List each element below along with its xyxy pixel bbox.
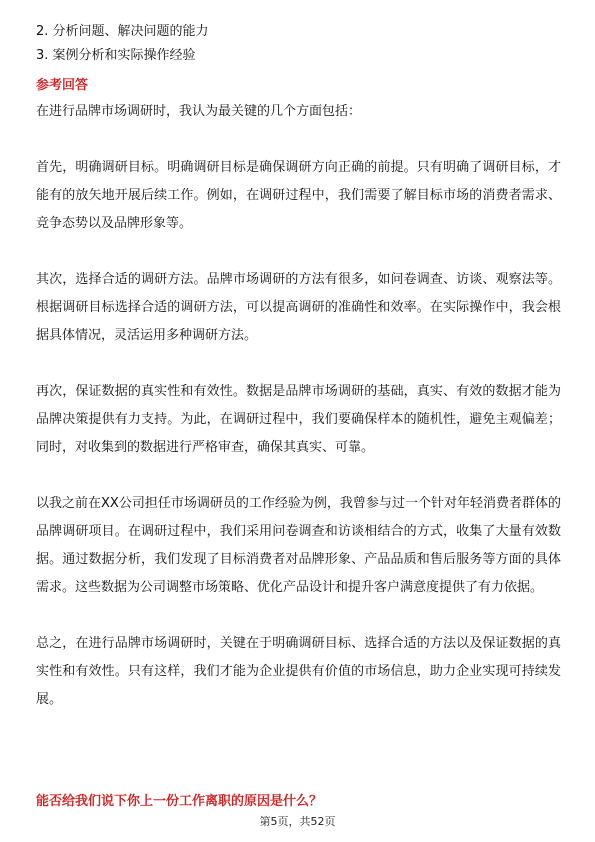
answer-paragraph-goal: 首先，明确调研目标。明确调研目标是确保调研方向正确的前提。只有明确了调研目标，才能有的放矢地开展后续工作。例如，在调研过程中，我们需要了解目标市场的消费者需求、竞争态势以及品牌形象等。 — [36, 160, 561, 231]
answer-paragraph-summary: 总之，在进行品牌市场调研时，关键在于明确调研目标、选择合适的方法以及保证数据的真实性和有效性。只有这样，我们才能为企业提供有价值的市场信息，助力企业实现可持续发展。 — [36, 636, 561, 707]
answer-paragraph-data: 再次，保证数据的真实性和有效性。数据是品牌市场调研的基础，真实、有效的数据才能为品牌决策提供有力支持。为此，在调研过程中，我们要确保样本的随机性，避免主观偏差；同时，对收集到的数据进行严格审查，确保其真实、可靠。 — [36, 384, 561, 455]
list-item-3: 3. 案例分析和实际操作经验 — [36, 48, 196, 63]
page-number: 第5页，共52页 — [259, 815, 336, 828]
answer-heading: 参考回答 — [36, 78, 89, 93]
next-question-heading: 能否给我们说下你上一份工作离职的原因是什么？ — [36, 794, 323, 809]
document-body — [36, 20, 561, 742]
list-item-2: 2. 分析问题、解决问题的能力 — [36, 24, 209, 39]
answer-intro-paragraph: 在进行品牌市场调研时，我认为最关键的几个方面包括： — [36, 104, 362, 119]
answer-paragraph-example: 以我之前在XX公司担任市场调研员的工作经验为例，我曾参与过一个针对年轻消费者群体的品牌调研项目。在调研过程中，我们采用问卷调查和访谈相结合的方式，收集了大量有效数据。通过数据分析，我们发现了目标消费者对品牌形象、产品品质和售后服务等方面的具体需求。这些数据为公司调整市场策略、优化产品设计和提升客户满意度提供了有力依据。 — [36, 496, 561, 595]
answer-paragraph-method: 其次，选择合适的调研方法。品牌市场调研的方法有很多，如问卷调查、访谈、观察法等。根据调研目标选择合适的调研方法，可以提高调研的准确性和效率。在实际操作中，我会根据具体情况，灵活运用多种调研方法。 — [36, 272, 561, 343]
